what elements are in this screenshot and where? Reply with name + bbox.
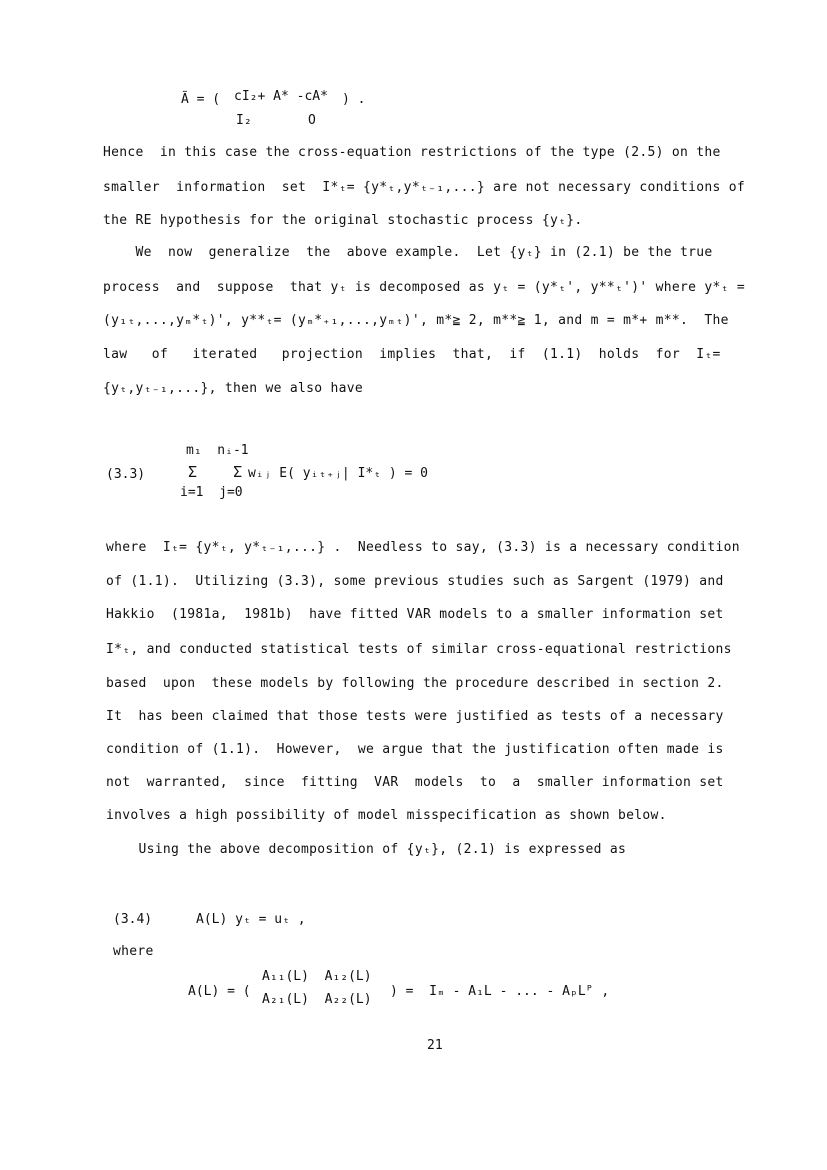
matrix-row-2b: O [308, 113, 316, 128]
text-line: where Iₜ= {y*ₜ, y*ₜ₋₁,...} . Needless to say, (3.3) is a necessary condition [106, 540, 740, 555]
equation-body: wᵢⱼ E( yᵢₜ₊ⱼ| I*ₜ ) = 0 [248, 466, 429, 481]
text-line: It has been claimed that those tests were justified as tests of a necessary [106, 709, 724, 724]
page-number: 21 [427, 1038, 443, 1053]
equation-label: (3.4) [113, 912, 153, 927]
text-line: Using the above decomposition of {yₜ}, (2.1) is expressed as [106, 842, 627, 857]
matrix-rhs: ) . [342, 92, 366, 107]
equation-body: A(L) yₜ = uₜ , [196, 912, 306, 927]
matrix-lhs: Ã = ( [181, 92, 221, 107]
text-line: smaller information set I*ₜ= {y*ₜ,y*ₜ₋₁,...} are not necessary conditions of [103, 180, 746, 195]
matrix-row-1: cI₂+ A* -cA* [234, 89, 328, 104]
matrix-row-2a: I₂ [236, 113, 252, 128]
matrix-lhs: A(L) = ( [188, 984, 251, 999]
text-line: of (1.1). Utilizing (3.3), some previous studies such as Sargent (1979) and [106, 574, 724, 589]
text-line: Hence in this case the cross-equation restrictions of the type (2.5) on the [103, 145, 721, 160]
equation-label: (3.3) [106, 467, 146, 482]
matrix-row-1: A₁₁(L) A₁₂(L) [262, 969, 372, 984]
text-line: We now generalize the above example. Let {yₜ} in (2.1) be the true [103, 245, 713, 260]
text-line: I*ₜ, and conducted statistical tests of similar cross-equational restrictions [106, 642, 732, 657]
sum-lower-limits: i=1 j=0 [180, 485, 243, 500]
text-line: based upon these models by following the procedure described in section 2. [106, 676, 724, 691]
text-line: Hakkio (1981a, 1981b) have fitted VAR models to a smaller information set [106, 607, 724, 622]
text-line: the RE hypothesis for the original stochastic process {yₜ}. [103, 213, 583, 228]
text-line: (y₁ₜ,...,yₘ*ₜ)', y**ₜ= (yₘ*₊₁,...,yₘₜ)', m*≧ 2, m**≧ 1, and m = m*+ m**. The [103, 313, 729, 328]
text-line: not warranted, since fitting VAR models to a smaller information set [106, 775, 724, 790]
text-line: law of iterated projection implies that, if (1.1) holds for Iₜ= [103, 347, 721, 362]
text-line: process and suppose that yₜ is decomposed as yₜ = (y*ₜ', y**ₜ')' where y*ₜ = [103, 280, 746, 295]
matrix-rhs: ) = Iₘ - A₁L - ... - AₚLᴾ , [390, 984, 610, 999]
sum-symbols: Σ Σ [188, 463, 243, 481]
text-line: {yₜ,yₜ₋₁,...}, then we also have [103, 381, 364, 396]
text-line: involves a high possibility of model misspecification as shown below. [106, 808, 667, 823]
sum-upper-limits: m₁ nᵢ-1 [186, 443, 249, 458]
matrix-row-2: A₂₁(L) A₂₂(L) [262, 992, 372, 1007]
text-line: condition of (1.1). However, we argue that the justification often made is [106, 742, 724, 757]
where-label: where [113, 944, 154, 959]
